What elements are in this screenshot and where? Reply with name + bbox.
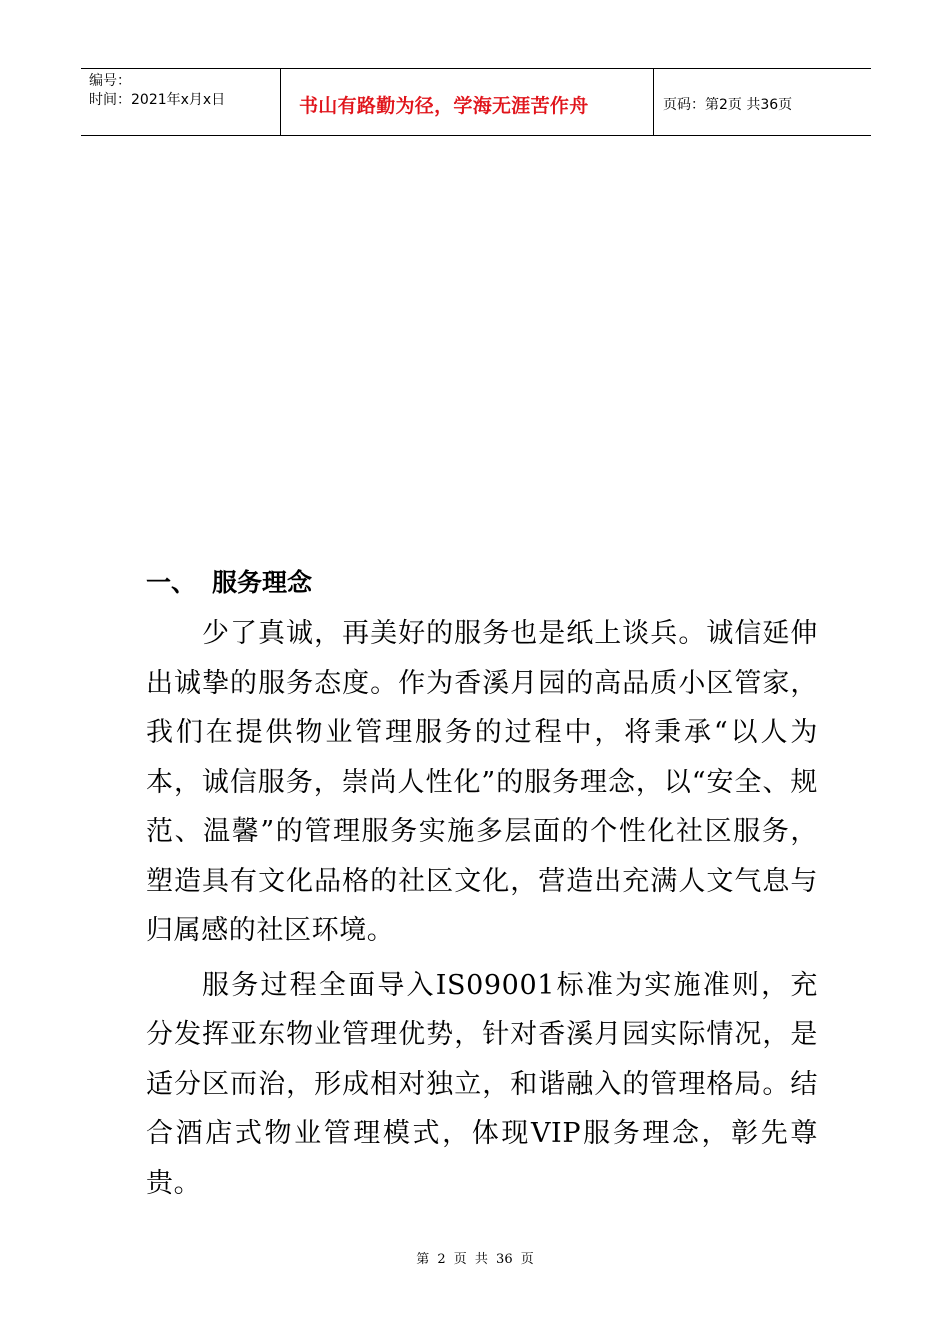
header-page-cell (654, 69, 871, 135)
page-header (81, 68, 871, 136)
motto-text: 书山有路勤为径，学海无涯苦作舟 (299, 95, 589, 117)
section-title: 服务理念 (212, 568, 313, 597)
page-footer: 第 2 页 共 36 页 (416, 1252, 534, 1267)
section-body (146, 609, 818, 1213)
date-label: 时间：2021年x月x日 (89, 92, 226, 108)
header-meta-cell (81, 69, 281, 135)
section-heading (146, 563, 312, 599)
header-motto-cell (281, 69, 654, 135)
paragraph: 服务过程全面导入IS09001标准为实施准则，充分发挥亚东物业管理优势，针对香溪月园实际情况，是适分区而治，形成相对独立，和谐融入的管理格局。结合酒店式物业管理模式，体现VIP服务理念，彰先尊贵。 (146, 969, 818, 1199)
section-number: 一、 (146, 568, 197, 597)
header-page-info: 页码：第2页 共36页 (663, 97, 793, 113)
paragraph: 少了真诚，再美好的服务也是纸上谈兵。诚信延伸出诚挚的服务态度。作为香溪月园的高品质小区管家，我们在提供物业管理服务的过程中，将秉承“以人为本，诚信服务，崇尚人性化”的服务理念，以“安全、规范、温馨”的管理服务实施多层面的个性化社区服务，塑造具有文化品格的社区文化，营造出充满人文气息与归属感的社区环境。 (146, 618, 818, 946)
doc-number-label: 编号： (89, 73, 131, 89)
